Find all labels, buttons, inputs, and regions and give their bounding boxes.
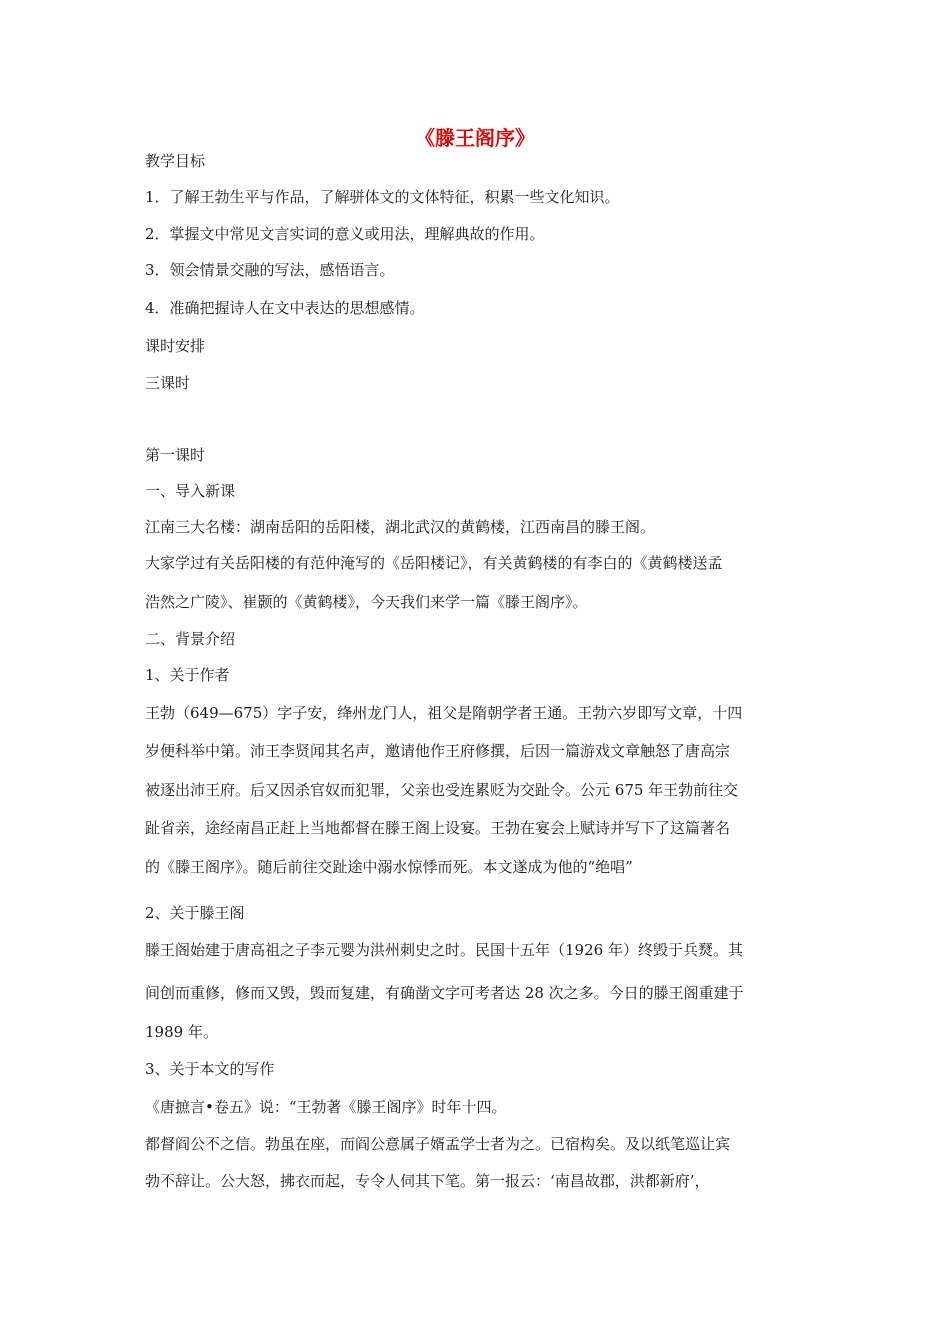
paragraph-line: 岁便科举中第。沛王李贤闻其名声，邀请他作王府修撰，后因一篇游戏文章触怒了唐高宗 bbox=[145, 742, 731, 760]
paragraph-line: 江南三大名楼：湖南岳阳的岳阳楼，湖北武汉的黄鹤楼，江西南昌的滕王阁。 bbox=[145, 518, 656, 536]
paragraph-line: 王勃（649—675）字子安，绛州龙门人，祖父是隋朝学者王通。王勃六岁即写文章，十四 bbox=[145, 704, 743, 722]
paragraph-line: 滕王阁始建于唐高祖之子李元婴为洪州刺史之时。民国十五年（1926 年）终毁于兵燹。其 bbox=[145, 941, 743, 959]
section-heading: 教学目标 bbox=[145, 152, 206, 170]
paragraph-line: 都督阎公不之信。勃虽在座，而阎公意属子婿孟学士者为之。已宿构矣。及以纸笔巡让宾 bbox=[145, 1135, 731, 1153]
section-heading: 第一课时 bbox=[145, 446, 206, 464]
paragraph-line: 1989 年。 bbox=[145, 1023, 218, 1041]
paragraph-line: 的《滕王阁序》。随后前往交趾途中溺水惊悸而死。本文遂成为他的“绝唱” bbox=[145, 858, 633, 876]
paragraph-line: 间创而重修，修而又毁，毁而复建，有确凿文字可考者达 28 次之多。今日的滕王阁重建于 bbox=[145, 984, 744, 1002]
section-heading: 2、关于滕王阁 bbox=[145, 904, 245, 922]
section-heading: 1、关于作者 bbox=[145, 666, 230, 684]
section-heading: 二、背景介绍 bbox=[145, 630, 236, 648]
objective-item: 3．领会情景交融的写法，感悟语言。 bbox=[145, 261, 395, 279]
paragraph-line: 勃不辞让。公大怒，拂衣而起，专令人伺其下笔。第一报云：‘南昌故郡，洪都新府’， bbox=[145, 1172, 710, 1190]
paragraph-line: 《唐摭言•卷五》说：“王勃著《滕王阁序》时年十四。 bbox=[145, 1098, 507, 1116]
document-title: 《滕王阁序》 bbox=[415, 126, 535, 150]
paragraph-line: 大家学过有关岳阳楼的有范仲淹写的《岳阳楼记》，有关黄鹤楼的有李白的《黄鹤楼送孟 bbox=[145, 554, 723, 572]
objective-item: 2．掌握文中常见文言实词的意义或用法，理解典故的作用。 bbox=[145, 225, 545, 243]
paragraph-line: 被逐出沛王府。后又因杀官奴而犯罪，父亲也受连累贬为交趾令。公元 675 年王勃前往交 bbox=[145, 781, 739, 799]
objective-item: 4．准确把握诗人在文中表达的思想感情。 bbox=[145, 299, 425, 317]
objective-item: 1．了解王勃生平与作品，了解骈体文的文体特征，积累一些文化知识。 bbox=[145, 188, 620, 206]
paragraph-line: 趾省亲，途经南昌正赶上当地都督在滕王阁上设宴。王勃在宴会上赋诗并写下了这篇著名 bbox=[145, 819, 731, 837]
paragraph-line: 三课时 bbox=[145, 374, 191, 392]
section-heading: 一、导入新课 bbox=[145, 482, 236, 500]
paragraph-line: 浩然之广陵》、崔颢的《黄鹤楼》，今天我们来学一篇《滕王阁序》。 bbox=[145, 593, 588, 611]
section-heading: 课时安排 bbox=[145, 337, 206, 355]
section-heading: 3、关于本文的写作 bbox=[145, 1060, 275, 1078]
